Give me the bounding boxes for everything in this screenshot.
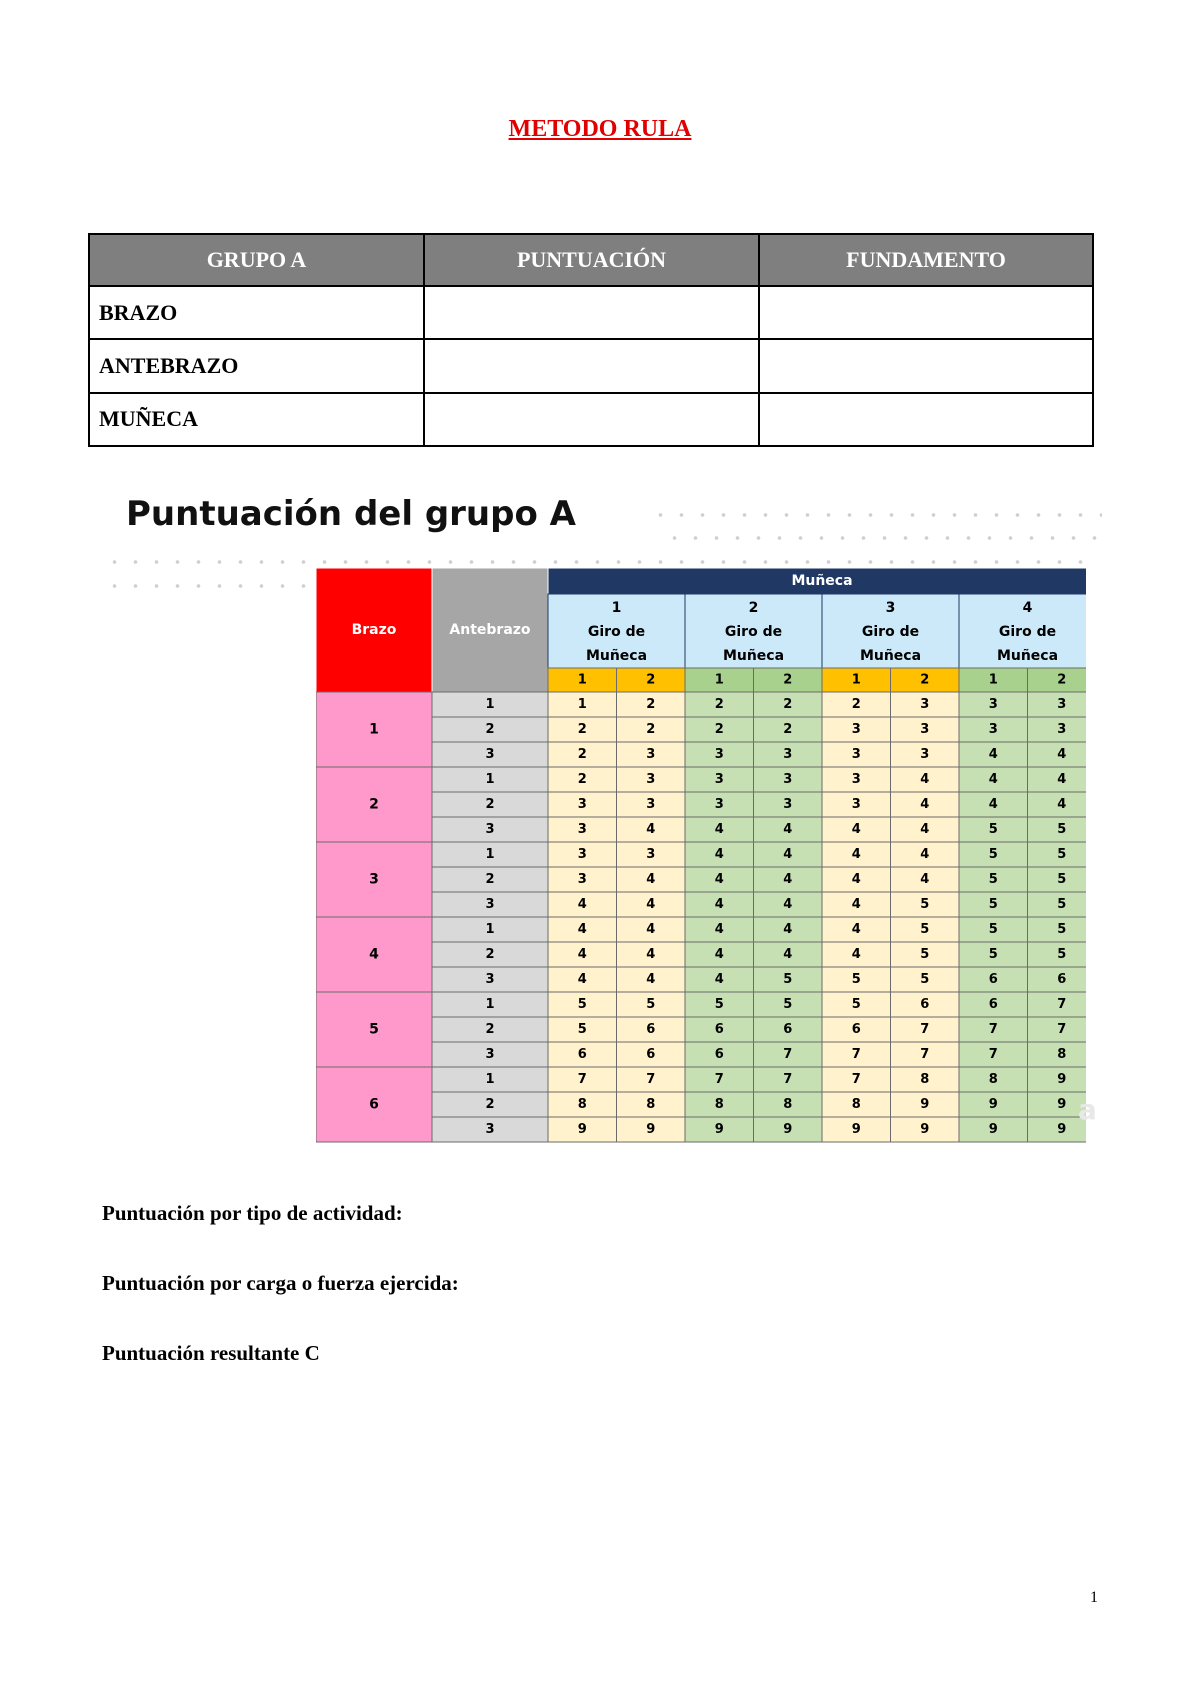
score-value: 2 [783, 697, 793, 712]
score-value: 3 [920, 697, 930, 712]
header-grupo-a: GRUPO A [89, 234, 424, 286]
score-value: 3 [851, 772, 861, 787]
brazo-value-label: 1 [369, 721, 379, 738]
score-value: 3 [1057, 722, 1067, 737]
score-value: 4 [714, 822, 724, 837]
score-value: 7 [988, 1022, 998, 1037]
group-a-score-table [316, 568, 1086, 1146]
score-value: 4 [646, 897, 656, 912]
muneca-value-label: 2 [748, 600, 759, 616]
score-value: 2 [577, 747, 587, 762]
giro-label: Giro de [724, 624, 783, 640]
score-value: 7 [920, 1047, 930, 1062]
antebrazo-value-label: 1 [485, 697, 495, 712]
score-value: 6 [1057, 972, 1067, 987]
score-value: 8 [1057, 1047, 1067, 1062]
score-value: 4 [646, 972, 656, 987]
puntuacion-cell[interactable] [424, 286, 759, 339]
giro-value-label: 2 [920, 672, 930, 688]
score-value: 4 [851, 847, 861, 862]
score-value: 5 [577, 997, 587, 1012]
score-value: 3 [988, 722, 998, 737]
puntuacion-cell[interactable] [424, 393, 759, 446]
score-value: 4 [851, 897, 861, 912]
score-value: 6 [988, 997, 998, 1012]
score-value: 5 [1057, 897, 1067, 912]
giro-label: Muñeca [585, 648, 648, 664]
score-value: 5 [988, 872, 998, 887]
score-value: 5 [920, 897, 930, 912]
score-value: 3 [851, 722, 861, 737]
score-value: 4 [1057, 797, 1067, 812]
score-value: 5 [1057, 922, 1067, 937]
score-value: 4 [851, 947, 861, 962]
score-value: 4 [783, 872, 793, 887]
antebrazo-value-label: 2 [485, 947, 495, 962]
giro-label: Giro de [998, 624, 1057, 640]
fundamento-cell[interactable] [759, 286, 1093, 339]
score-value: 3 [851, 797, 861, 812]
grupo-a-header-row [89, 234, 1093, 286]
antebrazo-value-label: 2 [485, 797, 495, 812]
score-value: 7 [1057, 1022, 1067, 1037]
score-value: 2 [714, 722, 724, 737]
score-value: 5 [851, 972, 861, 987]
score-value: 3 [646, 772, 656, 787]
antebrazo-value-label: 1 [485, 1072, 495, 1087]
score-value: 5 [577, 1022, 587, 1037]
watermark: a [1078, 1093, 1097, 1126]
score-value: 3 [783, 797, 793, 812]
giro-value-label: 1 [988, 672, 998, 688]
score-value: 4 [577, 922, 587, 937]
score-value: 2 [783, 722, 793, 737]
score-value: 9 [714, 1122, 724, 1137]
antebrazo-value-label: 3 [485, 747, 495, 762]
score-value: 3 [577, 872, 587, 887]
score-value: 4 [920, 822, 930, 837]
antebrazo-header-label: Antebrazo [449, 622, 531, 638]
giro-value-label: 2 [783, 672, 793, 688]
muneca-value-label: 4 [1022, 600, 1033, 616]
score-value: 5 [1057, 822, 1067, 837]
score-value: 4 [1057, 747, 1067, 762]
antebrazo-value-label: 3 [485, 822, 495, 837]
score-value: 4 [988, 747, 998, 762]
score-value: 7 [646, 1072, 656, 1087]
score-value: 2 [577, 722, 587, 737]
score-value: 9 [920, 1122, 930, 1137]
score-value: 5 [714, 997, 724, 1012]
giro-label: Giro de [861, 624, 920, 640]
score-value: 7 [851, 1072, 861, 1087]
giro-label: Muñeca [996, 648, 1059, 664]
score-value: 6 [988, 972, 998, 987]
giro-label: Muñeca [859, 648, 922, 664]
score-value: 2 [714, 697, 724, 712]
score-value: 9 [783, 1122, 793, 1137]
score-value: 4 [714, 947, 724, 962]
score-value: 5 [1057, 872, 1067, 887]
score-value: 9 [988, 1097, 998, 1112]
score-value: 3 [988, 697, 998, 712]
score-value: 5 [988, 922, 998, 937]
decorative-dots [104, 584, 314, 588]
score-value: 6 [783, 1022, 793, 1037]
score-value: 3 [714, 747, 724, 762]
score-value: 3 [577, 822, 587, 837]
score-value: 8 [577, 1097, 587, 1112]
score-value: 5 [920, 922, 930, 937]
puntuacion-cell[interactable] [424, 339, 759, 392]
score-value: 4 [988, 772, 998, 787]
score-value: 4 [783, 947, 793, 962]
score-value: 6 [577, 1047, 587, 1062]
antebrazo-value-label: 3 [485, 1047, 495, 1062]
score-value: 3 [851, 747, 861, 762]
score-value: 7 [988, 1047, 998, 1062]
brazo-value-label: 6 [369, 1096, 379, 1113]
score-value: 9 [1057, 1072, 1067, 1087]
antebrazo-value-label: 1 [485, 847, 495, 862]
brazo-value-label: 5 [369, 1021, 379, 1038]
score-value: 3 [646, 847, 656, 862]
score-value: 4 [783, 897, 793, 912]
score-value: 7 [577, 1072, 587, 1087]
score-value: 3 [920, 722, 930, 737]
antebrazo-value-label: 2 [485, 1022, 495, 1037]
antebrazo-value-label: 2 [485, 1097, 495, 1112]
score-value: 4 [988, 797, 998, 812]
fundamento-cell[interactable] [759, 393, 1093, 446]
score-value: 4 [646, 922, 656, 937]
brazo-value-label: 3 [369, 871, 379, 888]
header-puntuacion: PUNTUACIÓN [424, 234, 759, 286]
score-value: 9 [1057, 1122, 1067, 1137]
score-value: 9 [646, 1122, 656, 1137]
score-value: 8 [920, 1072, 930, 1087]
score-value: 4 [851, 922, 861, 937]
page-title: METODO RULA [508, 116, 692, 142]
score-value: 5 [988, 897, 998, 912]
score-value: 4 [577, 947, 587, 962]
score-value: 4 [783, 847, 793, 862]
row-label-brazo: BRAZO [89, 286, 424, 339]
table-row [89, 339, 1093, 392]
score-value: 4 [783, 822, 793, 837]
question-carga: Puntuación por carga o fuerza ejercida: [102, 1271, 459, 1295]
score-value: 9 [577, 1122, 587, 1137]
score-value: 5 [920, 972, 930, 987]
question-actividad: Puntuación por tipo de actividad: [102, 1201, 403, 1225]
muneca-value-label: 1 [611, 600, 622, 616]
score-value: 7 [1057, 997, 1067, 1012]
score-value: 3 [714, 797, 724, 812]
score-value: 4 [577, 897, 587, 912]
score-value: 1 [577, 697, 587, 712]
score-value: 7 [783, 1047, 793, 1062]
decorative-dots [104, 560, 1094, 564]
score-value: 4 [714, 897, 724, 912]
antebrazo-value-label: 3 [485, 897, 495, 912]
score-value: 5 [920, 947, 930, 962]
score-value: 3 [920, 747, 930, 762]
muneca-header-label: Muñeca [791, 573, 853, 589]
score-value: 5 [988, 822, 998, 837]
score-value: 9 [920, 1097, 930, 1112]
score-value: 5 [646, 997, 656, 1012]
score-value: 4 [920, 872, 930, 887]
score-value: 6 [646, 1022, 656, 1037]
grupo-a-table [88, 233, 1094, 447]
score-table-svg [316, 568, 1086, 1146]
score-value: 3 [646, 747, 656, 762]
score-value: 4 [646, 822, 656, 837]
score-value: 5 [851, 997, 861, 1012]
score-value: 3 [714, 772, 724, 787]
antebrazo-value-label: 2 [485, 872, 495, 887]
score-value: 4 [714, 872, 724, 887]
score-value: 9 [1057, 1097, 1067, 1112]
giro-label: Muñeca [722, 648, 785, 664]
score-value: 3 [577, 847, 587, 862]
score-value: 7 [783, 1072, 793, 1087]
score-value: 4 [646, 872, 656, 887]
score-value: 6 [714, 1022, 724, 1037]
score-value: 4 [714, 922, 724, 937]
score-value: 4 [851, 822, 861, 837]
score-value: 2 [577, 772, 587, 787]
score-value: 7 [851, 1047, 861, 1062]
score-value: 2 [646, 697, 656, 712]
score-value: 3 [783, 772, 793, 787]
score-value: 8 [646, 1097, 656, 1112]
table-row [89, 286, 1093, 339]
antebrazo-value-label: 2 [485, 722, 495, 737]
score-value: 2 [646, 722, 656, 737]
score-value: 5 [783, 972, 793, 987]
score-value: 3 [1057, 697, 1067, 712]
brazo-value-label: 4 [369, 946, 379, 963]
giro-value-label: 1 [577, 672, 587, 688]
score-value: 9 [851, 1122, 861, 1137]
row-label-antebrazo: ANTEBRAZO [89, 339, 424, 392]
score-value: 5 [988, 847, 998, 862]
header-fundamento: FUNDAMENTO [759, 234, 1093, 286]
antebrazo-value-label: 3 [485, 1122, 495, 1137]
giro-value-label: 2 [1057, 672, 1067, 688]
score-value: 4 [783, 922, 793, 937]
giro-label: Giro de [587, 624, 646, 640]
score-value: 4 [714, 972, 724, 987]
table-row [89, 393, 1093, 446]
score-value: 7 [920, 1022, 930, 1037]
row-label-muneca: MUÑECA [89, 393, 424, 446]
score-value: 4 [920, 772, 930, 787]
score-heading: Puntuación del grupo A [126, 494, 576, 534]
score-value: 3 [577, 797, 587, 812]
brazo-header-label: Brazo [351, 622, 397, 638]
score-value: 9 [988, 1122, 998, 1137]
score-value: 4 [646, 947, 656, 962]
antebrazo-value-label: 1 [485, 922, 495, 937]
score-value: 8 [714, 1097, 724, 1112]
score-value: 6 [920, 997, 930, 1012]
score-value: 4 [577, 972, 587, 987]
score-value: 2 [851, 697, 861, 712]
score-value: 4 [920, 797, 930, 812]
giro-value-label: 2 [646, 672, 656, 688]
antebrazo-value-label: 1 [485, 997, 495, 1012]
antebrazo-value-label: 1 [485, 772, 495, 787]
giro-value-label: 1 [851, 672, 861, 688]
score-value: 6 [851, 1022, 861, 1037]
score-value: 4 [1057, 772, 1067, 787]
score-value: 5 [1057, 947, 1067, 962]
question-resultante: Puntuación resultante C [102, 1341, 320, 1365]
score-value: 7 [714, 1072, 724, 1087]
score-value: 3 [646, 797, 656, 812]
fundamento-cell[interactable] [759, 339, 1093, 392]
score-value: 5 [988, 947, 998, 962]
score-value: 3 [783, 747, 793, 762]
score-value: 6 [646, 1047, 656, 1062]
decorative-dots [650, 513, 1102, 517]
score-value: 4 [851, 872, 861, 887]
brazo-value-label: 2 [369, 796, 379, 813]
score-value: 6 [714, 1047, 724, 1062]
page-number: 1 [1090, 1589, 1098, 1606]
score-value: 8 [783, 1097, 793, 1112]
decorative-dots [664, 536, 1102, 540]
muneca-value-label: 3 [885, 600, 896, 616]
score-value: 8 [988, 1072, 998, 1087]
score-value: 4 [714, 847, 724, 862]
giro-value-label: 1 [714, 672, 724, 688]
score-value: 5 [783, 997, 793, 1012]
score-value: 8 [851, 1097, 861, 1112]
score-figure [104, 494, 1102, 1144]
antebrazo-value-label: 3 [485, 972, 495, 987]
score-value: 4 [920, 847, 930, 862]
score-value: 5 [1057, 847, 1067, 862]
